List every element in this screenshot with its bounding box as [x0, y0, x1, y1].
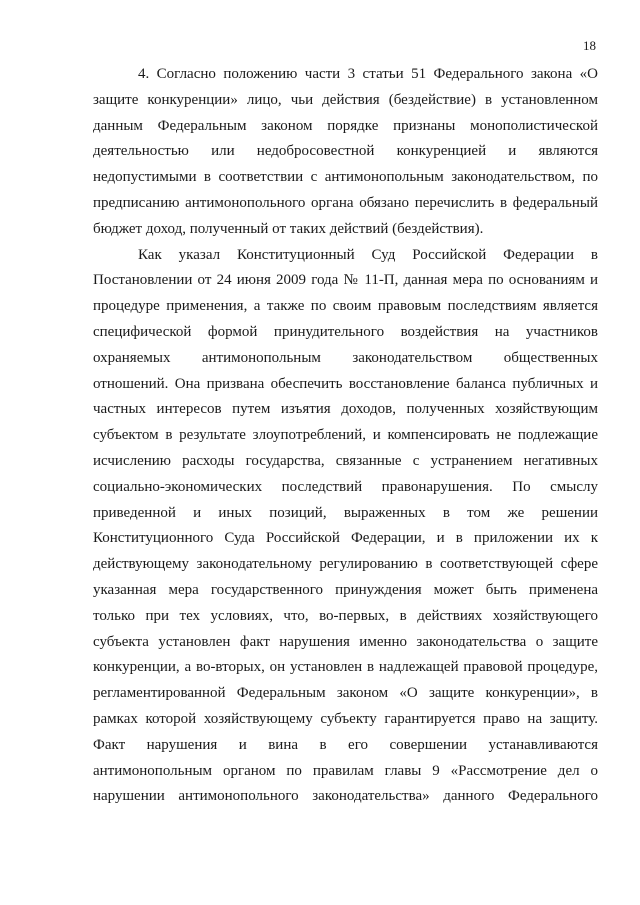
text-line: специфической формой принудительного воздействия на участников: [93, 323, 598, 340]
page-number: 18: [583, 38, 596, 53]
text-line: процедуре применения, а также по своим правовым последствиям является: [93, 298, 598, 315]
text-line: приведенной и иных позиций, выраженных в том же решении: [93, 504, 598, 521]
text-line: действующему законодательному регулированию в соответствующей сфере: [93, 556, 598, 573]
text-line: только при тех условиях, что, во-первых, в действиях хозяйствующего: [93, 607, 598, 624]
text-line: регламентированной Федеральным законом «О защите конкуренции», в: [93, 685, 598, 702]
text-line: бюджет доход, полученный от таких действий (бездействия).: [93, 220, 484, 237]
text-line: исчислению расходы государства, связанные с устранением негативных: [93, 452, 598, 469]
text-line: 4. Согласно положению части 3 статьи 51 Федерального закона «О: [138, 66, 598, 82]
text-line: недопустимыми в соответствии с антимонопольным законодательством, по: [93, 169, 598, 186]
text-line: частных интересов путем изъятия доходов, полученных хозяйствующим: [93, 401, 598, 418]
text-line: предписанию антимонопольного органа обязано перечислить в федеральный: [93, 194, 598, 211]
text-line: рамках которой хозяйствующему субъекту гарантируется право на защиту.: [93, 710, 598, 727]
paragraph-article-51: [93, 62, 598, 243]
text-line: Конституционного Суда Российской Федерации, и в приложении их к: [93, 530, 598, 547]
text-line: деятельностью или недобросовестной конкуренцией и являются: [93, 143, 598, 160]
text-line: антимонопольным органом по правилам главы 9 «Рассмотрение дел о: [93, 762, 598, 779]
paragraph-constitutional-court: [93, 243, 598, 811]
text-line: охраняемых антимонопольным законодательством общественных: [93, 349, 598, 366]
text-line: Как указал Конституционный Суд Российской Федерации в: [138, 246, 598, 263]
document-body: [93, 62, 598, 810]
text-line: защите конкуренции» лицо, чьи действия (бездействие) в установленном: [93, 91, 598, 108]
text-line: Факт нарушения и вина в его совершении устанавливаются: [93, 736, 598, 753]
text-line: социально-экономических последствий правонарушения. По смыслу: [93, 478, 598, 495]
text-line: Постановлении от 24 июня 2009 года № 11-П, данная мера по основаниям и: [93, 272, 598, 289]
text-line: указанная мера государственного принуждения может быть применена: [93, 581, 598, 598]
text-line: субъектом в результате злоупотреблений, и компенсировать не подлежащие: [93, 427, 598, 444]
text-line: нарушении антимонопольного законодательства» данного Федерального: [93, 788, 598, 805]
text-line: субъекта установлен факт нарушения именно законодательства о защите: [93, 633, 598, 650]
text-line: конкуренции, а во-вторых, он установлен в надлежащей правовой процедуре,: [93, 659, 598, 676]
text-line: отношений. Она призвана обеспечить восстановление баланса публичных и: [93, 375, 598, 392]
text-line: данным Федеральным законом порядке признаны монополистической: [93, 117, 598, 134]
